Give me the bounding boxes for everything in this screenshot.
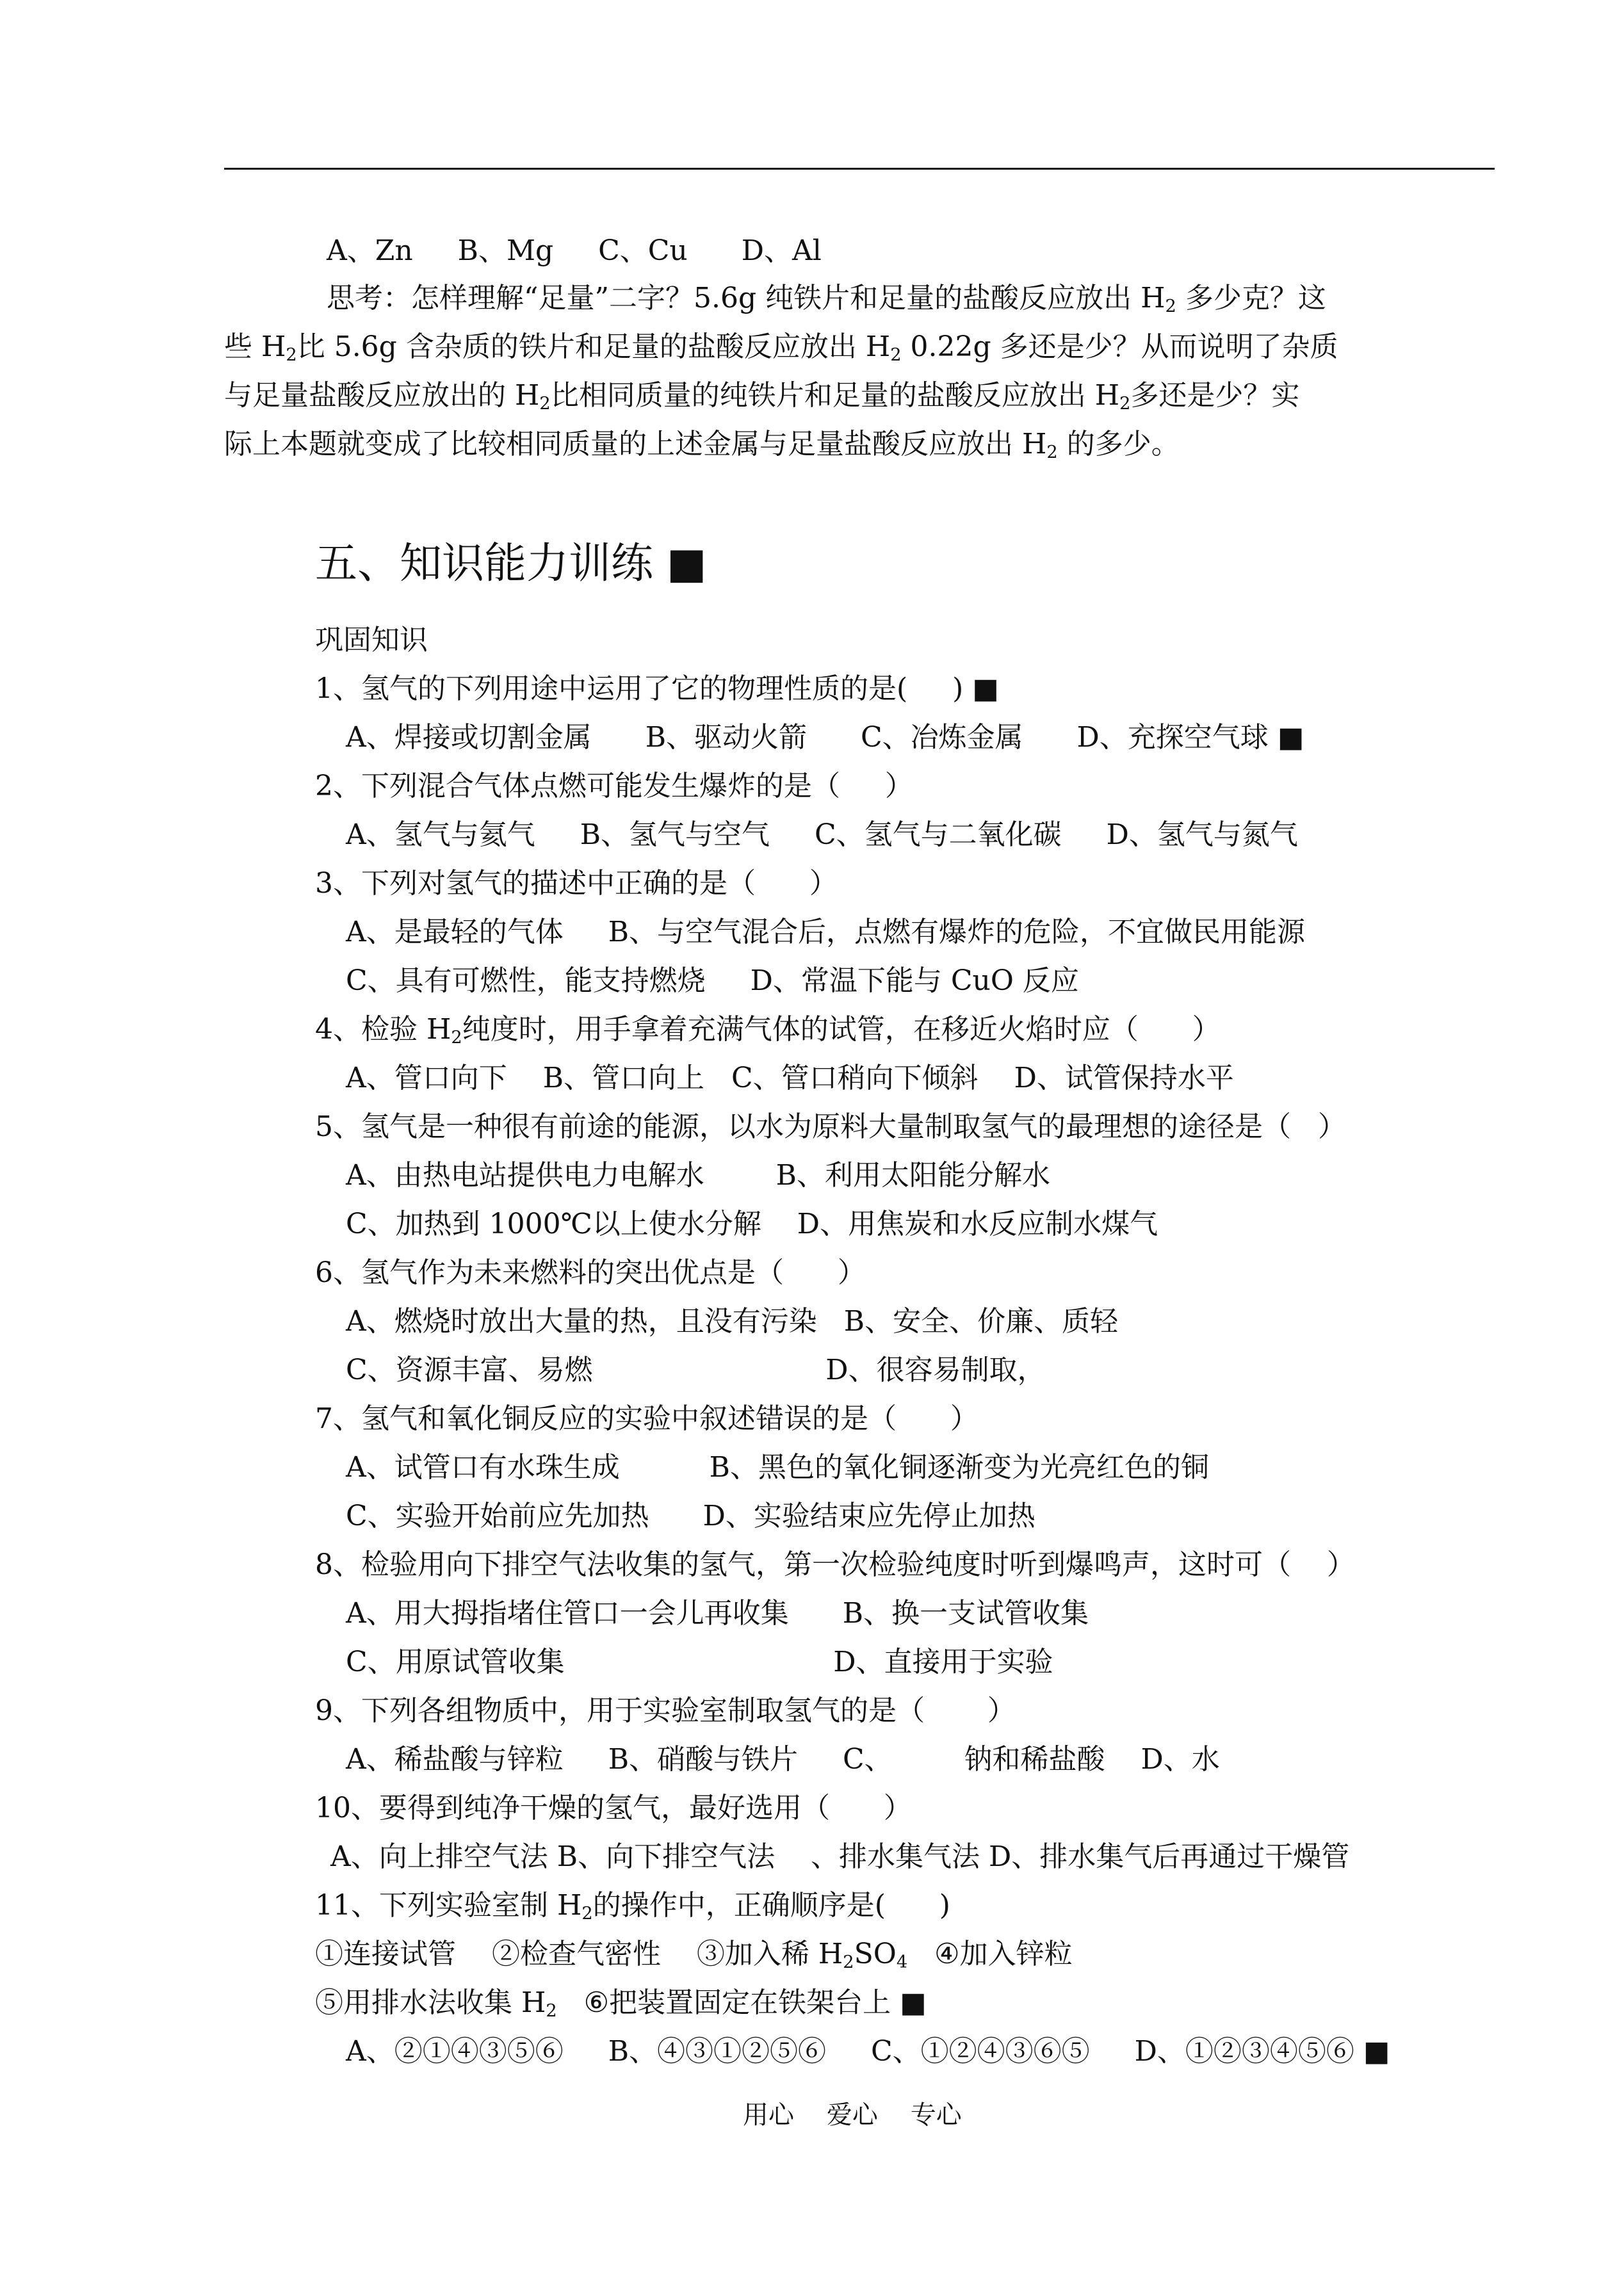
question-8-options-a: A、用大拇指堵住管口一会儿再收集 B、换一支试管收集 [346,1597,1089,1630]
question-3-options-b: C、具有可燃性，能支持燃烧 D、常温下能与 CuO 反应 [346,964,1079,997]
question-11: 11、下列实验室制 $H_2$的操作中，正确顺序是( ) [315,1889,950,1924]
question-9: 9、下列各组物质中，用于实验室制取氢气的是（ ） [315,1694,1016,1727]
think-line-3: 与足量盐酸反应放出的 $H_2$比相同质量的纯铁片和足量的盐酸反应放出 $H_2$多还是少？实 [224,379,1300,414]
question-3: 3、下列对氢气的描述中正确的是（ ） [315,867,838,900]
question-11-steps-1: ①连接试管 ②检查气密性 ③加入稀 $H_2SO_4$ ④加入锌粒 [315,1938,1073,1972]
question-9-options: A、稀盐酸与锌粒 B、硝酸与铁片 C、 钠和稀盐酸 D、水 [346,1743,1220,1776]
question-2-options: A、氢气与氦气 B、氢气与空气 C、氢气与二氧化碳 D、氢气与氮气 [346,818,1298,851]
square-marker-icon: ■ [666,539,707,588]
question-6-options-a: A、燃烧时放出大量的热，且没有污染 B、安全、价廉、质轻 [346,1305,1119,1338]
question-1: 1、氢气的下列用途中运用了它的物理性质的是( ) ■ [315,672,999,705]
question-5: 5、氢气是一种很有前途的能源，以水为原料大量制取氢气的最理想的途径是（ ） [315,1110,1346,1143]
question-5-options-b: C、加热到 1000℃以上使水分解 D、用焦炭和水反应制水煤气 [346,1208,1158,1240]
question-11-steps-2: ⑤用排水法收集 $H_2$ ⑥把装置固定在铁架台上 ■ [315,1986,927,2021]
previous-question-options: A、Zn B、Mg C、Cu D、Al [327,234,822,267]
subheading: 巩固知识 [315,624,428,656]
question-5-options-a: A、由热电站提供电力电解水 B、利用太阳能分解水 [346,1159,1050,1192]
square-marker-icon: ■ [972,672,999,705]
question-3-options-a: A、是最轻的气体 B、与空气混合后，点燃有爆炸的危险，不宜做民用能源 [346,916,1306,948]
square-marker-icon: ■ [1363,2035,1390,2068]
section-title: 五、知识能力训练 ■ [315,539,707,588]
question-7-options-b: C、实验开始前应先加热 D、实验结束应先停止加热 [346,1500,1035,1532]
question-10-options: A、向上排空气法 B、向下排空气法 、排水集气法 D、排水集气后再通过干燥管 [330,1840,1350,1873]
question-11-options: A、②①④③⑤⑥ B、④③①②⑤⑥ C、①②④③⑥⑤ D、①②③④⑤⑥ ■ [346,2035,1390,2068]
question-1-options: A、焊接或切割金属 B、驱动火箭 C、冶炼金属 D、充探空气球 ■ [346,721,1304,754]
question-6: 6、氢气作为未来燃料的突出优点是（ ） [315,1256,866,1289]
question-4-options: A、管口向下 B、管口向上 C、管口稍向下倾斜 D、试管保持水平 [346,1062,1234,1094]
header-rule [224,168,1495,170]
question-10: 10、要得到纯净干燥的氢气，最好选用（ ） [315,1792,912,1824]
think-line-2: 些 $H_2$比 5.6g 含杂质的铁片和足量的盐酸反应放出 $H_2$ 0.22g 多还是少？从而说明了杂质 [224,330,1338,365]
think-line-4: 际上本题就变成了比较相同质量的上述金属与足量盐酸反应放出 $H_2$ 的多少。 [224,428,1180,462]
question-8: 8、检验用向下排空气法收集的氢气，第一次检验纯度时听到爆鸣声，这时可（ ） [315,1548,1355,1581]
question-2: 2、下列混合气体点燃可能发生爆炸的是（ ） [315,770,913,802]
question-7: 7、氢气和氧化铜反应的实验中叙述错误的是（ ） [315,1402,978,1435]
page-footer: 用心 爱心 专心 [743,2100,962,2130]
question-4: 4、检验 $H_2$纯度时，用手拿着充满气体的试管，在移近火焰时应（ ） [315,1013,1221,1048]
think-line-1: 思考：怎样理解“足量”二字？5.6g 纯铁片和足量的盐酸反应放出 $H_2$ 多少克？这 [327,282,1326,316]
question-7-options-a: A、试管口有水珠生成 B、黑色的氧化铜逐渐变为光亮红色的铜 [346,1451,1209,1484]
question-8-options-b: C、用原试管收集 D、直接用于实验 [346,1646,1053,1678]
square-marker-icon: ■ [1277,721,1304,754]
square-marker-icon: ■ [900,1986,927,2019]
question-6-options-b: C、资源丰富、易燃 D、很容易制取， [346,1354,1046,1386]
